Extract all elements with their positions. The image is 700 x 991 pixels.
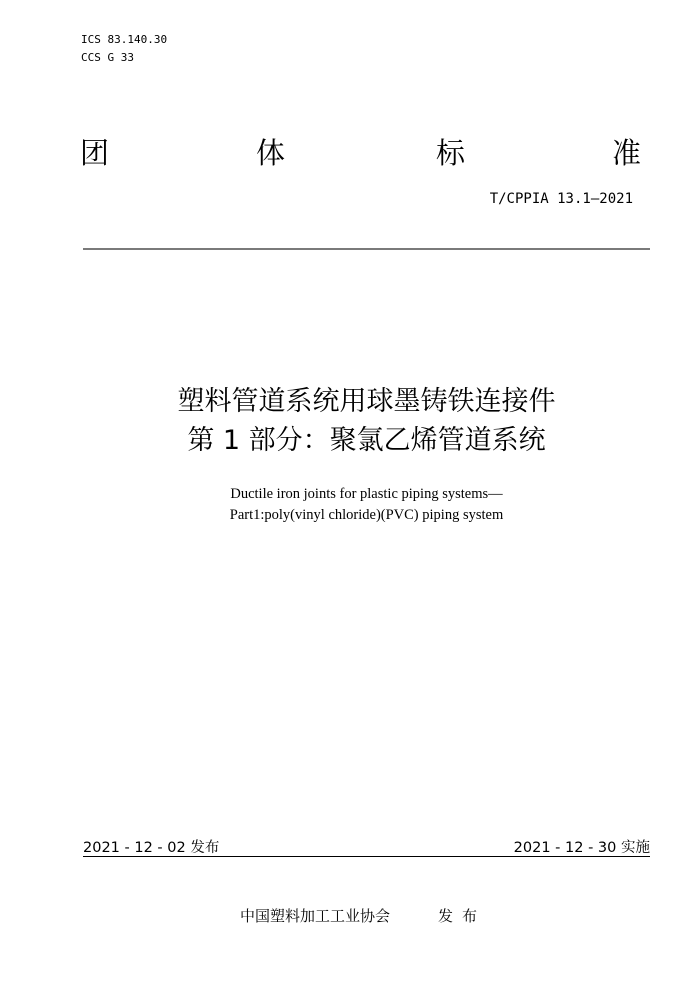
ccs-code: CCS G 33 xyxy=(81,51,134,64)
title-cn-line-1: 塑料管道系统用球墨铸铁连接件 xyxy=(177,386,556,417)
title-cn-line-2: 第 1 部分：聚氯乙烯管道系统 xyxy=(187,425,546,456)
header-divider xyxy=(83,248,650,250)
standard-category-char-4: 准 xyxy=(612,136,642,170)
title-en-line-1: Ductile iron joints for plastic piping systems— xyxy=(230,486,503,502)
publishing-organization: 中国塑料加工工业协会 xyxy=(240,907,391,925)
standard-category-char-2: 体 xyxy=(256,136,286,170)
publish-label: 发布 xyxy=(438,907,487,925)
standard-category-char-3: 标 xyxy=(436,136,466,170)
standard-category-char-1: 团 xyxy=(80,136,110,170)
standard-number: T/CPPIA 13.1—2021 xyxy=(489,191,633,207)
title-en-line-2: Part1:poly(vinyl chloride)(PVC) piping system xyxy=(229,507,504,523)
implementation-date: 2021 - 12 - 30 实施 xyxy=(513,840,650,856)
footer-divider xyxy=(83,856,650,857)
issue-date: 2021 - 12 - 02 发布 xyxy=(83,840,220,856)
ics-code: ICS 83.140.30 xyxy=(81,33,168,46)
